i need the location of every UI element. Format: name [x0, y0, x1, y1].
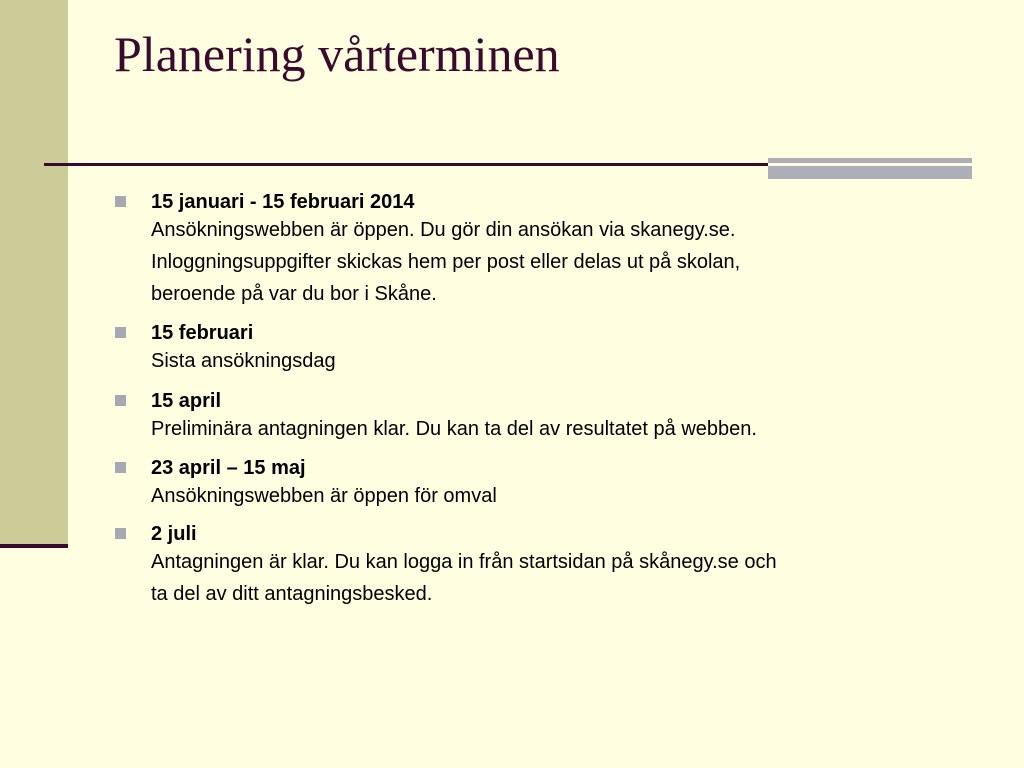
item-text-line: Sista ansökningsdag — [151, 350, 336, 372]
slide-title: Planering vårterminen — [114, 26, 560, 82]
item-text-line: Ansökningswebben är öppen. Du gör din ansökan via skanegy.se. — [151, 219, 736, 241]
square-bullet-icon — [115, 327, 126, 338]
item-description — [151, 546, 966, 610]
item-text-line: Ansökningswebben är öppen för omval — [151, 485, 497, 507]
item-text-line: Preliminära antagningen klar. Du kan ta del av resultatet på webben. — [151, 418, 757, 440]
item-text-line: beroende på var du bor i Skåne. — [151, 283, 437, 305]
item-date: 15 januari - 15 februari 2014 — [151, 191, 415, 213]
item-description — [151, 214, 966, 310]
square-bullet-icon — [115, 462, 126, 473]
square-bullet-icon — [115, 528, 126, 539]
item-date: 15 april — [151, 390, 222, 412]
item-date: 23 april – 15 maj — [151, 457, 306, 479]
item-description — [151, 345, 966, 377]
item-date: 2 juli — [151, 523, 197, 545]
item-text-line: Antagningen är klar. Du kan logga in från startsidan på skånegy.se och — [151, 551, 777, 573]
square-bullet-icon — [115, 395, 126, 406]
square-bullet-icon — [115, 196, 126, 207]
item-text-line: ta del av ditt antagningsbesked. — [151, 583, 433, 605]
item-description — [151, 413, 966, 445]
item-text-line: Inloggningsuppgifter skickas hem per post eller delas ut på skolan, — [151, 251, 741, 273]
item-description — [151, 480, 966, 512]
item-date: 15 februari — [151, 322, 254, 344]
